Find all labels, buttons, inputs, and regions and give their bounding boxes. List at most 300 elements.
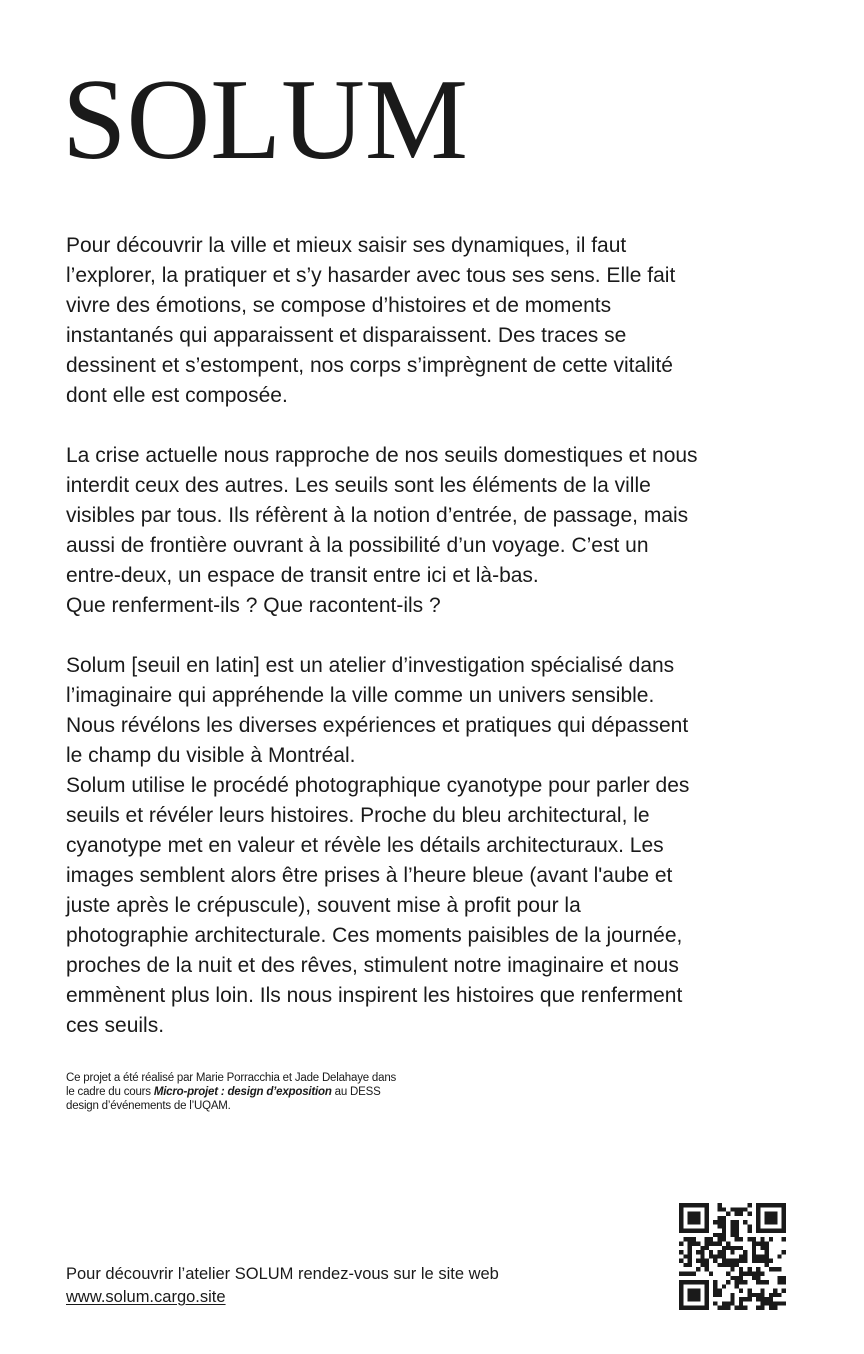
qr-module	[756, 1267, 760, 1271]
qr-module	[782, 1289, 786, 1293]
credits-text: le cadre du cours	[66, 1086, 154, 1098]
qr-module	[688, 1212, 692, 1216]
qr-module	[688, 1297, 692, 1301]
qr-module	[765, 1216, 769, 1220]
qr-module	[773, 1267, 777, 1271]
qr-module	[705, 1212, 709, 1216]
qr-module	[747, 1293, 751, 1297]
text-line: entre-deux, un espace de transit entre ici et là-bas.	[66, 564, 539, 587]
qr-module	[773, 1220, 777, 1224]
qr-module	[722, 1284, 726, 1288]
qr-module	[679, 1271, 683, 1275]
qr-module	[752, 1293, 756, 1297]
qr-module	[679, 1207, 683, 1211]
qr-module	[726, 1280, 730, 1284]
qr-module	[760, 1203, 764, 1207]
qr-module	[718, 1220, 722, 1224]
qr-module	[773, 1212, 777, 1216]
qr-module	[747, 1237, 751, 1241]
qr-module	[756, 1216, 760, 1220]
qr-module	[756, 1207, 760, 1211]
qr-module	[760, 1297, 764, 1301]
qr-module	[747, 1229, 751, 1233]
qr-module	[692, 1271, 696, 1275]
qr-module	[692, 1203, 696, 1207]
qr-module	[679, 1212, 683, 1216]
qr-module	[713, 1301, 717, 1305]
qr-module	[765, 1250, 769, 1254]
qr-module	[696, 1220, 700, 1224]
qr-module	[747, 1297, 751, 1301]
qr-module	[735, 1284, 739, 1288]
qr-module	[696, 1280, 700, 1284]
qr-module	[760, 1242, 764, 1246]
paragraph-crisis	[66, 441, 826, 621]
qr-module	[739, 1276, 743, 1280]
qr-module	[679, 1284, 683, 1288]
qr-module	[688, 1237, 692, 1241]
qr-module	[700, 1246, 704, 1250]
qr-module	[718, 1237, 722, 1241]
qr-module	[739, 1246, 743, 1250]
qr-module	[730, 1246, 734, 1250]
qr-module	[782, 1280, 786, 1284]
qr-module	[756, 1212, 760, 1216]
qr-module	[739, 1301, 743, 1305]
qr-module	[743, 1250, 747, 1254]
project-credits	[66, 1071, 586, 1113]
qr-module	[718, 1207, 722, 1211]
qr-module	[756, 1254, 760, 1258]
qr-module	[709, 1271, 713, 1275]
qr-module	[705, 1259, 709, 1263]
qr-module	[696, 1306, 700, 1310]
qr-module	[700, 1250, 704, 1254]
qr-module	[709, 1237, 713, 1241]
qr-module	[688, 1306, 692, 1310]
qr-module	[718, 1216, 722, 1220]
qr-module	[688, 1263, 692, 1267]
qr-module	[705, 1263, 709, 1267]
qr-module	[692, 1220, 696, 1224]
qr-module	[769, 1237, 773, 1241]
qr-module	[679, 1203, 683, 1207]
qr-module	[700, 1254, 704, 1258]
qr-module	[769, 1212, 773, 1216]
qr-module	[730, 1233, 734, 1237]
qr-module	[747, 1212, 751, 1216]
qr-module	[679, 1289, 683, 1293]
qr-module	[683, 1271, 687, 1275]
qr-module	[688, 1289, 692, 1293]
qr-module	[692, 1212, 696, 1216]
qr-module	[752, 1259, 756, 1263]
qr-module	[730, 1293, 734, 1297]
qr-module	[718, 1224, 722, 1228]
qr-module	[722, 1250, 726, 1254]
qr-module	[705, 1301, 709, 1305]
qr-module	[760, 1293, 764, 1297]
qr-module	[709, 1242, 713, 1246]
qr-module	[735, 1207, 739, 1211]
qr-module	[769, 1293, 773, 1297]
qr-module	[726, 1271, 730, 1275]
text-line: vivre des émotions, se compose d’histoires et de moments	[66, 294, 612, 317]
qr-module	[782, 1224, 786, 1228]
qr-module	[752, 1237, 756, 1241]
qr-module	[730, 1259, 734, 1263]
qr-module	[739, 1306, 743, 1310]
qr-module	[705, 1224, 709, 1228]
qr-module	[735, 1246, 739, 1250]
qr-module	[743, 1306, 747, 1310]
qr-module	[713, 1254, 717, 1258]
qr-module	[735, 1224, 739, 1228]
qr-module	[773, 1306, 777, 1310]
qr-module	[679, 1242, 683, 1246]
qr-module	[683, 1254, 687, 1258]
qr-module	[679, 1216, 683, 1220]
qr-module	[769, 1259, 773, 1263]
qr-module	[722, 1220, 726, 1224]
qr-module	[782, 1301, 786, 1305]
text-line: Solum [seuil en latin] est un atelier d’investigation spécialisé dans	[66, 654, 675, 677]
text-line: Nous révélons les diverses expériences et pratiques qui dépassent	[66, 714, 689, 737]
qr-module	[765, 1254, 769, 1258]
qr-module	[696, 1212, 700, 1216]
qr-module	[683, 1237, 687, 1241]
qr-module	[735, 1280, 739, 1284]
qr-module	[718, 1263, 722, 1267]
qr-module	[722, 1224, 726, 1228]
text-line: Solum utilise le procédé photographique cyanotype pour parler des	[66, 774, 690, 797]
qr-module	[688, 1271, 692, 1275]
qr-module	[730, 1297, 734, 1301]
qr-module	[709, 1250, 713, 1254]
qr-module	[696, 1297, 700, 1301]
credits-line: Ce projet a été réalisé par Marie Porracchia et Jade Delahaye dans	[66, 1072, 397, 1084]
qr-module	[735, 1229, 739, 1233]
qr-module	[683, 1306, 687, 1310]
qr-module	[705, 1293, 709, 1297]
qr-module	[679, 1250, 683, 1254]
course-name: Micro-projet : design d’exposition	[153, 1086, 332, 1098]
qr-module	[777, 1203, 781, 1207]
text-line: proches de la nuit et des rêves, stimulent notre imaginaire et nous	[66, 954, 679, 977]
qr-module	[760, 1280, 764, 1284]
qr-module	[683, 1203, 687, 1207]
qr-module	[692, 1216, 696, 1220]
qr-code-icon[interactable]	[679, 1203, 786, 1310]
qr-module	[696, 1250, 700, 1254]
qr-module	[722, 1237, 726, 1241]
qr-module	[722, 1254, 726, 1258]
qr-module	[705, 1207, 709, 1211]
qr-module	[743, 1297, 747, 1301]
qr-module	[688, 1242, 692, 1246]
qr-module	[765, 1259, 769, 1263]
qr-module	[782, 1220, 786, 1224]
qr-module	[739, 1280, 743, 1284]
qr-module	[765, 1220, 769, 1224]
qr-module	[692, 1306, 696, 1310]
text-line: interdit ceux des autres. Les seuils sont les éléments de la ville	[66, 474, 651, 497]
qr-module	[777, 1293, 781, 1297]
qr-module	[777, 1254, 781, 1258]
qr-module	[777, 1276, 781, 1280]
qr-module	[692, 1293, 696, 1297]
qr-module	[773, 1203, 777, 1207]
qr-module	[722, 1233, 726, 1237]
qr-module	[692, 1297, 696, 1301]
qr-module	[743, 1207, 747, 1211]
qr-module	[718, 1250, 722, 1254]
text-line: le champ du visible à Montréal.	[66, 744, 356, 767]
qr-module	[765, 1203, 769, 1207]
qr-module	[705, 1246, 709, 1250]
qr-module	[782, 1229, 786, 1233]
qr-module	[722, 1259, 726, 1263]
qr-module	[730, 1250, 734, 1254]
qr-module	[773, 1293, 777, 1297]
qr-module	[765, 1246, 769, 1250]
qr-module	[760, 1271, 764, 1275]
qr-module	[688, 1216, 692, 1220]
qr-module	[769, 1306, 773, 1310]
qr-module	[726, 1301, 730, 1305]
qr-module	[756, 1224, 760, 1228]
text-line: instantanés qui apparaissent et disparaissent. Des traces se	[66, 324, 627, 347]
body-text	[66, 231, 826, 1041]
qr-module	[679, 1293, 683, 1297]
qr-module	[722, 1207, 726, 1211]
qr-module	[679, 1306, 683, 1310]
qr-module	[696, 1267, 700, 1271]
qr-module	[730, 1276, 734, 1280]
page-title: SOLUM	[62, 56, 469, 184]
text-line: dessinent et s’estompent, nos corps s’imprègnent de cette vitalité	[66, 354, 673, 377]
qr-module	[747, 1267, 751, 1271]
credits-text: au DESS	[331, 1086, 381, 1098]
qr-module	[782, 1203, 786, 1207]
qr-module	[752, 1250, 756, 1254]
qr-module	[696, 1216, 700, 1220]
qr-module	[765, 1212, 769, 1216]
qr-module	[760, 1246, 764, 1250]
qr-module	[777, 1301, 781, 1305]
qr-module	[769, 1267, 773, 1271]
qr-module	[696, 1289, 700, 1293]
qr-module	[760, 1229, 764, 1233]
qr-module	[705, 1267, 709, 1271]
qr-module	[765, 1301, 769, 1305]
qr-module	[688, 1203, 692, 1207]
qr-module	[735, 1233, 739, 1237]
qr-module	[700, 1306, 704, 1310]
qr-module	[735, 1259, 739, 1263]
qr-module	[718, 1233, 722, 1237]
qr-module	[777, 1267, 781, 1271]
qr-module	[688, 1246, 692, 1250]
text-line: dont elle est composée.	[66, 384, 288, 407]
qr-module	[747, 1203, 751, 1207]
text-line: emmènent plus loin. Ils nous inspirent les histoires que renferment	[66, 984, 683, 1007]
qr-module	[730, 1263, 734, 1267]
qr-module	[705, 1203, 709, 1207]
qr-module	[760, 1237, 764, 1241]
qr-module	[769, 1203, 773, 1207]
qr-module	[726, 1263, 730, 1267]
qr-module	[683, 1263, 687, 1267]
qr-module	[722, 1306, 726, 1310]
qr-module	[722, 1216, 726, 1220]
qr-module	[679, 1297, 683, 1301]
text-line: aussi de frontière ouvrant à la possibilité d’un voyage. C’est un	[66, 534, 649, 557]
qr-module	[743, 1280, 747, 1284]
qr-module	[718, 1289, 722, 1293]
qr-module	[692, 1242, 696, 1246]
qr-module	[773, 1229, 777, 1233]
qr-module	[688, 1259, 692, 1263]
qr-module	[730, 1220, 734, 1224]
qr-module	[679, 1259, 683, 1263]
qr-module	[679, 1224, 683, 1228]
qr-module	[777, 1229, 781, 1233]
qr-module	[765, 1280, 769, 1284]
qr-module	[769, 1301, 773, 1305]
text-line: Pour découvrir la ville et mieux saisir ses dynamiques, il faut	[66, 234, 627, 257]
qr-module	[747, 1224, 751, 1228]
footer-text: Pour découvrir l’atelier SOLUM rendez-vous sur le site web	[66, 1265, 499, 1283]
qr-module	[718, 1293, 722, 1297]
qr-module	[730, 1301, 734, 1305]
qr-module	[782, 1216, 786, 1220]
qr-module	[735, 1237, 739, 1241]
qr-module	[756, 1229, 760, 1233]
qr-module	[692, 1229, 696, 1233]
qr-module	[713, 1289, 717, 1293]
text-line: visibles par tous. Ils réfèrent à la notion d’entrée, de passage, mais	[66, 504, 689, 527]
qr-module	[696, 1293, 700, 1297]
qr-module	[713, 1242, 717, 1246]
qr-module	[743, 1259, 747, 1263]
text-line: cyanotype met en valeur et révèle les détails architecturaux. Les	[66, 834, 664, 857]
qr-module	[777, 1280, 781, 1284]
qr-module	[688, 1220, 692, 1224]
qr-module	[700, 1259, 704, 1263]
qr-module	[726, 1242, 730, 1246]
qr-module	[756, 1271, 760, 1275]
qr-module	[773, 1216, 777, 1220]
qr-module	[713, 1293, 717, 1297]
qr-module	[726, 1306, 730, 1310]
qr-module	[769, 1229, 773, 1233]
qr-module	[679, 1280, 683, 1284]
qr-module	[722, 1246, 726, 1250]
text-line: seuils et révéler leurs histoires. Proche du bleu architectural, le	[66, 804, 650, 827]
qr-module	[739, 1259, 743, 1263]
qr-module	[688, 1280, 692, 1284]
qr-module	[713, 1280, 717, 1284]
qr-module	[773, 1301, 777, 1305]
qr-module	[722, 1301, 726, 1305]
qr-module	[718, 1203, 722, 1207]
qr-module	[756, 1293, 760, 1297]
website-link[interactable]: www.solum.cargo.site	[66, 1288, 226, 1306]
qr-module	[756, 1280, 760, 1284]
qr-module	[769, 1297, 773, 1301]
qr-module	[756, 1242, 760, 1246]
qr-module	[688, 1293, 692, 1297]
qr-module	[722, 1229, 726, 1233]
qr-module	[713, 1259, 717, 1263]
qr-module	[679, 1220, 683, 1224]
qr-module	[752, 1254, 756, 1258]
qr-module	[705, 1280, 709, 1284]
qr-module	[692, 1237, 696, 1241]
paragraph-intro	[66, 231, 826, 411]
footer	[66, 1263, 499, 1309]
qr-module	[747, 1289, 751, 1293]
qr-module	[713, 1233, 717, 1237]
qr-module	[683, 1229, 687, 1233]
qr-module	[722, 1263, 726, 1267]
qr-module	[700, 1263, 704, 1267]
qr-module	[688, 1254, 692, 1258]
qr-module	[692, 1280, 696, 1284]
qr-module	[730, 1224, 734, 1228]
qr-module	[769, 1216, 773, 1220]
qr-module	[760, 1289, 764, 1293]
qr-module	[760, 1259, 764, 1263]
qr-module	[739, 1289, 743, 1293]
qr-module	[705, 1237, 709, 1241]
qr-module	[756, 1276, 760, 1280]
qr-module	[718, 1306, 722, 1310]
qr-module	[735, 1306, 739, 1310]
qr-module	[760, 1306, 764, 1310]
qr-module	[700, 1203, 704, 1207]
qr-module	[696, 1203, 700, 1207]
qr-module	[765, 1297, 769, 1301]
qr-module	[735, 1263, 739, 1267]
qr-module	[756, 1297, 760, 1301]
qr-module	[765, 1229, 769, 1233]
qr-module	[709, 1254, 713, 1258]
credits-line	[66, 1085, 586, 1099]
text-line: l’explorer, la pratiquer et s’y hasarder avec tous ses sens. Elle fait	[66, 264, 676, 287]
qr-module	[765, 1242, 769, 1246]
qr-module	[752, 1271, 756, 1275]
qr-module	[735, 1220, 739, 1224]
qr-module	[782, 1207, 786, 1211]
qr-module	[726, 1246, 730, 1250]
text-line: juste après le crépuscule), souvent mise à profit pour la	[66, 894, 581, 917]
qr-module	[739, 1297, 743, 1301]
qr-module	[773, 1289, 777, 1293]
qr-module	[752, 1276, 756, 1280]
qr-module	[735, 1276, 739, 1280]
qr-module	[679, 1301, 683, 1305]
qr-module	[679, 1229, 683, 1233]
qr-module	[756, 1203, 760, 1207]
text-line: photographie architecturale. Ces moments paisibles de la journée,	[66, 924, 683, 947]
qr-module	[700, 1229, 704, 1233]
qr-module	[756, 1259, 760, 1263]
qr-module	[756, 1306, 760, 1310]
qr-module	[718, 1254, 722, 1258]
qr-module	[705, 1289, 709, 1293]
